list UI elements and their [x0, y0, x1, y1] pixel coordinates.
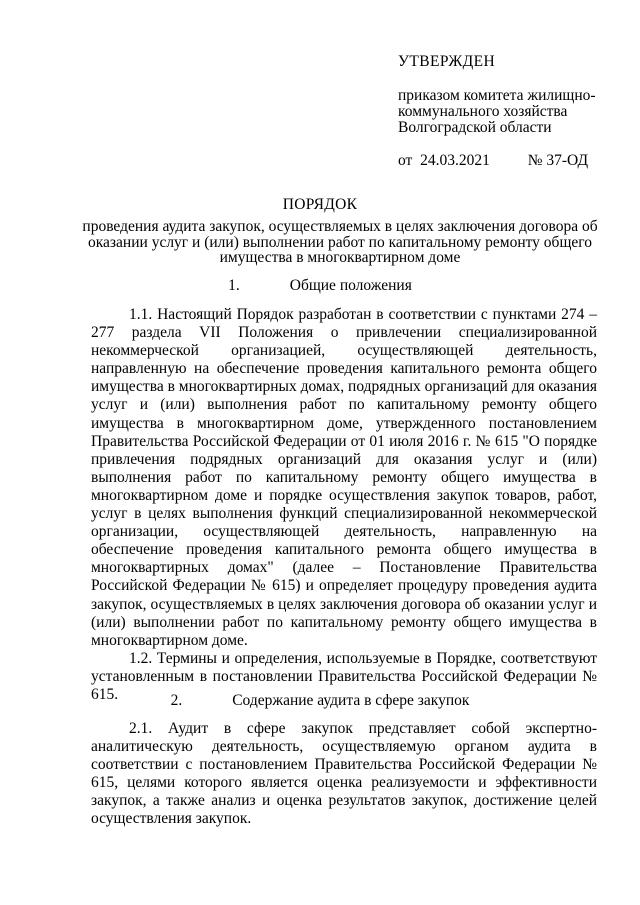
approval-date-line [398, 153, 628, 169]
approval-order-line: коммунального хозяйства [398, 103, 568, 120]
paragraph: 1.2. Термины и определения, используемые в Порядке, соответствуют установленным в постановлении Правительства Российской Федерации № 615. [91, 649, 597, 703]
document-title: ПОРЯДОК [282, 196, 358, 213]
document-subtitle: проведения аудита закупок, осуществляемых в целях заключения договора об оказании услуг и (или) выполнении работ по капитальному ремонту общего имущества в многоквартирном доме [82, 218, 598, 266]
date-prefix: от [398, 152, 413, 169]
section-heading-1 [0, 277, 640, 295]
paragraph: 1.1. Настоящий Порядок разработан в соответствии с пунктами 274 – 277 раздела VII Положения о привлечении специализированной некоммерческой организацией, осуществляющей деятельность, направленную на обеспечение проведения капитального ремонта общего имущества в многоквартирных домах, подрядных организаций для оказания услуг и (или) выполнения работ по капитальному ремонту общего имущества в многоквартирном доме, утвержденного постановлением Правительства Российской Федерации от 01 июля 2016 г. № 615 "О порядке привлечения подрядных организаций для оказания услуг и (или) выполнения работ по капитальному ремонту общего имущества в многоквартирном доме и порядке осуществления закупок товаров, работ, услуг в целях выполнения функций специализированной некоммерческой организации, осуществляющей деятельность, направленную на обеспечение проведения капитального ремонта общего имущества в многоквартирных домах" (далее – Постановление Правительства Российской Федерации № 615) и определяет процедуру проведения аудита закупок, осуществляемых в целях заключения договора об оказании услуг и (или) выполнении работ по капитальному ремонту общего имущества в многоквартирном доме. [91, 306, 597, 649]
section-heading-2 [0, 692, 640, 710]
section-title: Общие положения [289, 277, 412, 294]
section-number: 2. [170, 692, 183, 709]
paragraph: 2.1. Аудит в сфере закупок представляет собой экспертно-аналитическую деятельность, осуществляемую органом аудита в соответствии с постановлением Правительства Российской Федерации № 615, целями которого является оценка реализуемости и эффективности закупок, а также анализ и оценка результатов закупок, достижение целей осуществления закупок. [91, 720, 597, 828]
order-number: № 37-ОД [527, 152, 589, 169]
approval-title: УТВЕРЖДЕН [398, 53, 496, 70]
section-title: Содержание аудита в сфере закупок [232, 692, 470, 709]
section-1-body [91, 306, 597, 704]
section-number: 1. [228, 277, 240, 294]
order-date: 24.03.2021 [420, 152, 490, 169]
section-2-body [91, 720, 597, 829]
approval-order-line: приказом комитета жилищно- [398, 87, 596, 104]
approval-order-line: Волгоградской области [398, 119, 552, 136]
approval-block [398, 54, 628, 169]
approval-order [398, 88, 628, 136]
